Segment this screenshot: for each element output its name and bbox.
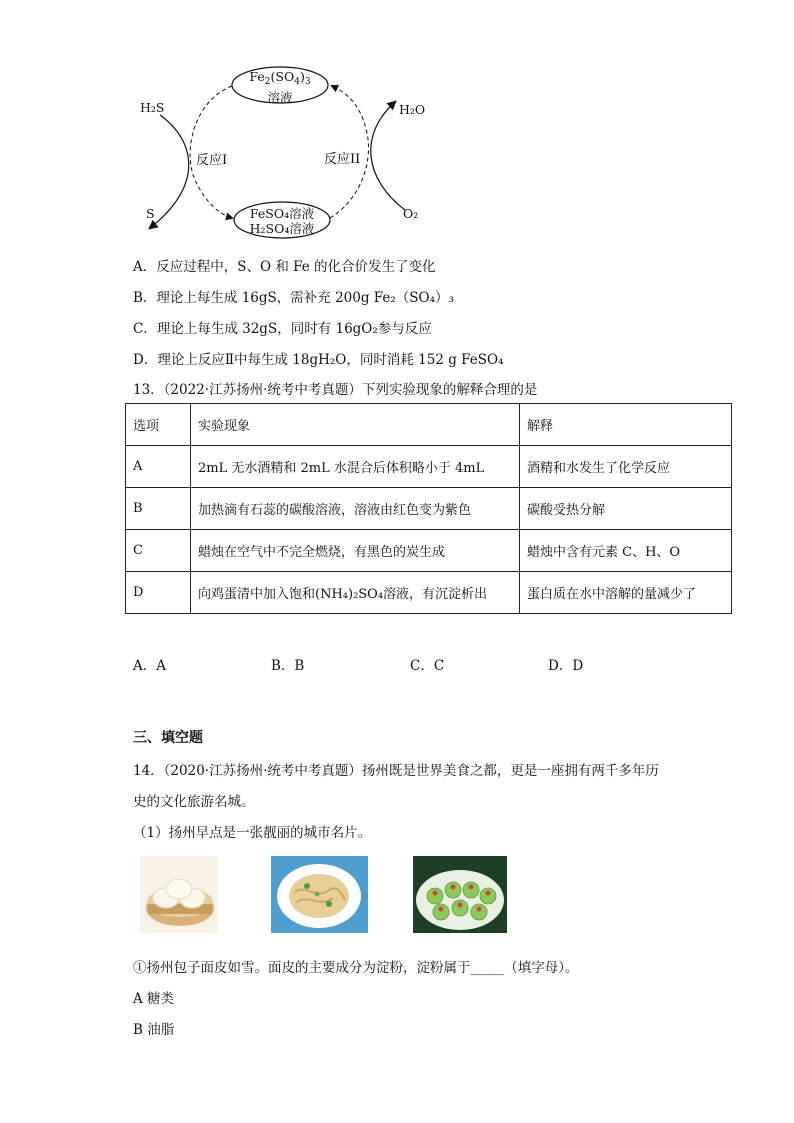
- q14-subquestion-1: （1）扬州早点是一张靓丽的城市名片。: [133, 825, 372, 841]
- q12-option-a: A．反应过程中，S、O 和 Fe 的化合价发生了变化: [133, 259, 436, 275]
- header-phenomenon: 实验现象: [191, 404, 520, 446]
- q12-option-c: C．理论上每生成 32gS，同时有 16gO₂参与反应: [133, 321, 432, 337]
- q13-table: [125, 403, 732, 614]
- reaction-1-label: 反应I: [196, 149, 227, 168]
- table-cell: 蛋白质在水中溶解的量减少了: [520, 572, 732, 614]
- right-input-label: O₂: [403, 206, 419, 221]
- table-cell: 向鸡蛋清中加入饱和(NH₄)₂SO₄溶液，有沉淀析出: [191, 572, 520, 614]
- table-cell: 碳酸受热分解: [520, 488, 732, 530]
- table-row: [126, 488, 732, 530]
- q14-stem-line2: 史的文化旅游名城。: [133, 794, 255, 810]
- q13-option-c: C．C: [410, 658, 445, 674]
- right-output-label: H₂O: [399, 102, 426, 117]
- q13-option-d: D．D: [548, 658, 584, 674]
- table-cell: 加热滴有石蕊的碳酸溶液，溶液由红色变为紫色: [191, 488, 520, 530]
- table-cell: 酒精和水发生了化学反应: [520, 446, 732, 488]
- bottom-box-label: FeSO₄溶液 H₂SO₄溶液: [249, 206, 315, 236]
- reaction-2-label: 反应II: [324, 148, 360, 167]
- table-cell: 蜡烛中含有元素 C、H、O: [520, 530, 732, 572]
- left-output-label: S: [146, 206, 155, 221]
- table-header-row: [126, 404, 732, 446]
- solid-arc-left: [150, 115, 189, 228]
- steamed-buns-image: [140, 856, 218, 933]
- green-dumplings-image: [413, 856, 507, 933]
- q14-question-1: ①扬州包子面皮如雪。面皮的主要成分为淀粉，淀粉属于_____（填字母）。: [133, 960, 579, 976]
- table-cell: 2mL 无水酒精和 2mL 水混合后体积略小于 4mL: [191, 446, 520, 488]
- table-cell: B: [126, 488, 191, 530]
- reaction-cycle-diagram: [120, 60, 450, 250]
- q12-option-b: B．理论上每生成 16gS，需补充 200g Fe₂（SO₄）₃: [133, 290, 454, 306]
- solid-arc-right: [371, 102, 405, 210]
- table-cell: 蜡烛在空气中不完全燃烧，有黑色的炭生成: [191, 530, 520, 572]
- q13-option-a: A．A: [133, 658, 166, 674]
- q13-option-b: B．B: [271, 658, 305, 674]
- table-row: [126, 572, 732, 614]
- q12-option-d: D．理论上反应Ⅱ中每生成 18gH₂O，同时消耗 152 g FeSO₄: [133, 352, 504, 368]
- header-option: 选项: [126, 404, 191, 446]
- top-box-label: $Fe_2(SO_4)_3$ 溶液: [249, 69, 311, 105]
- q14-stem-line1: 14．（2020·江苏扬州·统考中考真题）扬州既是世界美食之都，更是一座拥有两千多年历: [133, 763, 659, 779]
- q13-stem: 13．（2022·江苏扬州·统考中考真题）下列实验现象的解释合理的是: [133, 382, 538, 398]
- table-row: [126, 530, 732, 572]
- left-input-label: H₂S: [140, 100, 165, 115]
- table-cell: D: [126, 572, 191, 614]
- q14-choice-b: B 油脂: [133, 1022, 175, 1038]
- table-row: [126, 446, 732, 488]
- section-title: 三、填空题: [133, 730, 203, 746]
- q14-choice-a: A 糖类: [133, 991, 175, 1007]
- table-cell: A: [126, 446, 191, 488]
- noodles-image: [271, 856, 368, 933]
- table-cell: C: [126, 530, 191, 572]
- header-explanation: 解释: [520, 404, 732, 446]
